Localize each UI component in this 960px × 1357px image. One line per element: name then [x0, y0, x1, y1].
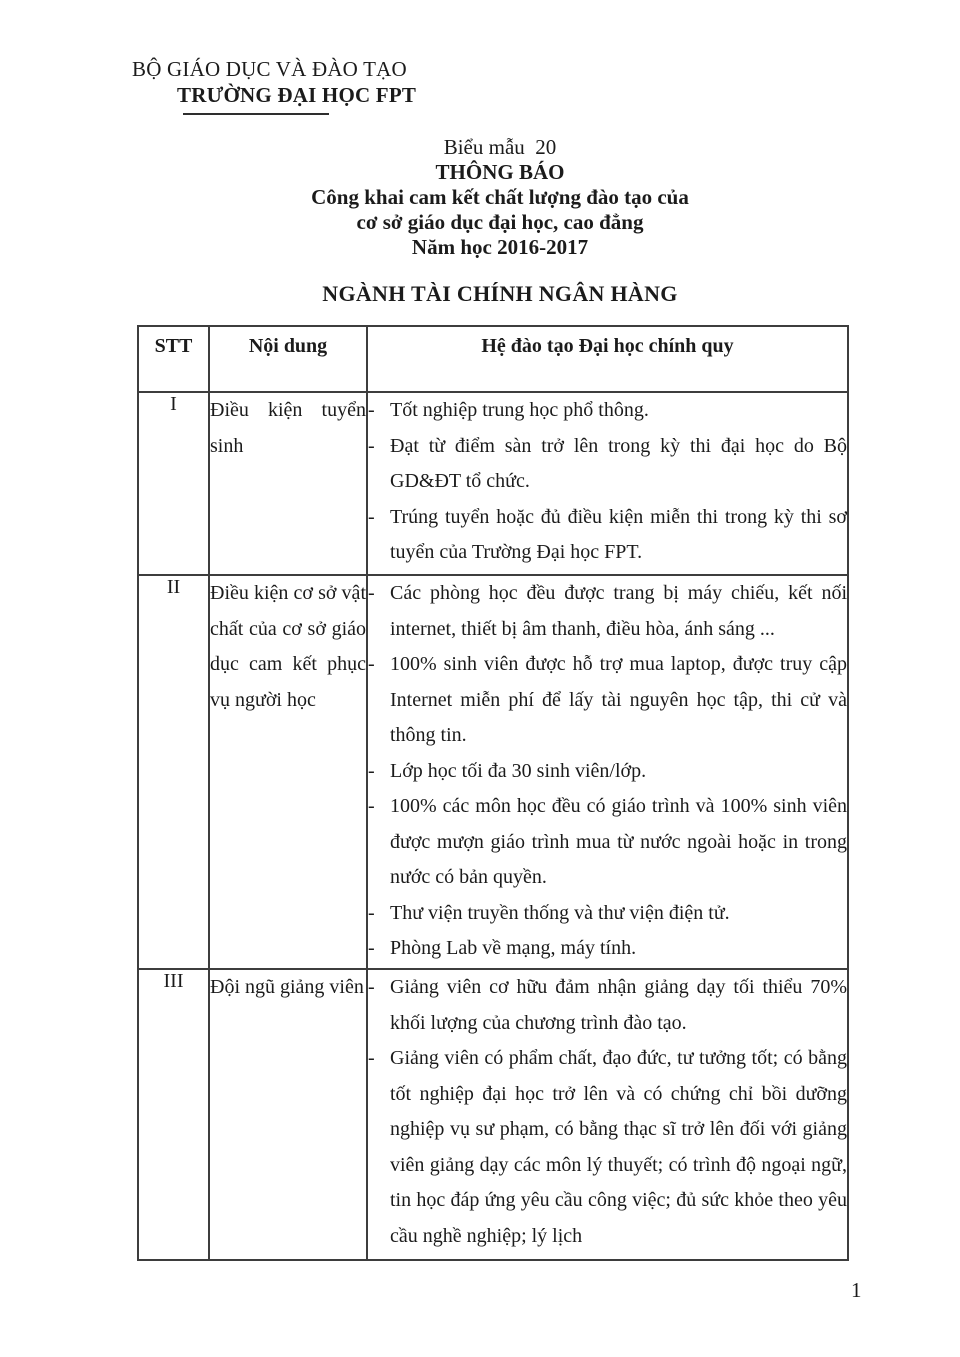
notice-subtitle-1: Công khai cam kết chất lượng đào tạo của: [311, 185, 689, 209]
header-he-dao-tao: Hệ đào tạo Đại học chính quy: [367, 326, 848, 392]
notice-title: THÔNG BÁO: [435, 160, 565, 184]
dash-marker: -: [368, 901, 375, 924]
table-header-row: [138, 326, 848, 392]
list-item: [368, 896, 847, 932]
dash-marker: -: [368, 1047, 375, 1069]
list-item-text: Đạt từ điểm sàn trở lên trong kỳ thi đại học do Bộ GD&ĐT tổ chức.: [390, 434, 847, 492]
list-item: [368, 970, 847, 1041]
list-item: [368, 789, 847, 896]
table-row: [138, 575, 848, 969]
header-stt: STT: [138, 326, 209, 392]
letterhead-rule: [183, 113, 329, 115]
noi-dung-cell: Điều kiện cơ sở vật chất của cơ sở giáo dục cam kết phục vụ người học: [209, 575, 367, 969]
list-item-text: Giảng viên cơ hữu đảm nhận giảng dạy tối thiểu 70% khối lượng của chương trình đào tạo.: [390, 976, 847, 1034]
dash-marker: -: [368, 582, 375, 604]
list-item: [368, 576, 847, 647]
commitment-table: [137, 325, 849, 1261]
dash-marker: -: [368, 759, 375, 782]
list-item: [368, 500, 847, 571]
dash-marker: -: [368, 976, 375, 998]
header-noi-dung: Nội dung: [209, 326, 367, 392]
list-item-text: Giảng viên có phẩm chất, đạo đức, tư tưởng tốt; có bằng tốt nghiệp đại học trở lên và có chứng chỉ bồi dưỡng nghiệp vụ sư phạm, có bằng thạc sĩ trở lên đối với giảng viên giảng dạy các môn lý thuyết; có trình độ ngoại ngữ, tin học đáp ứng yêu cầu công việc; đủ sức khỏe theo yêu cầu nghề nghiệp; lý lịch: [390, 1047, 847, 1247]
notice-subtitle-2: cơ sở giáo dục đại học, cao đẳng: [356, 210, 644, 234]
list-item-text: Các phòng học đều được trang bị máy chiếu, kết nối internet, thiết bị âm thanh, điều hòa, ánh sáng ...: [390, 582, 847, 640]
dash-marker: -: [368, 505, 375, 528]
list-item: [368, 429, 847, 500]
list-item-text: Thư viện truyền thống và thư viện điện tử.: [390, 901, 730, 924]
list-item: [368, 393, 847, 429]
list-item: [368, 931, 847, 967]
page-number: 1: [851, 1278, 862, 1302]
form-label: Biểu mẫu 20: [443, 135, 557, 159]
list-item-text: Phòng Lab về mạng, máy tính.: [390, 937, 637, 959]
list-item-text: Lớp học tối đa 30 sinh viên/lớp.: [390, 759, 647, 782]
academic-year: Năm học 2016-2017: [411, 235, 589, 259]
title-block: [138, 135, 862, 260]
list-item: [368, 1041, 847, 1254]
dash-marker: -: [368, 795, 375, 817]
table-row: [138, 969, 848, 1260]
noi-dung-cell: Đội ngũ giảng viên: [209, 969, 367, 1260]
dash-marker: -: [368, 434, 375, 457]
dash-marker: -: [368, 653, 375, 675]
list-item-text: 100% sinh viên được hỗ trợ mua laptop, được truy cập Internet miễn phí để lấy tài nguyên học tập, thi cử và thông tin.: [390, 653, 847, 746]
list-item: [368, 647, 847, 754]
stt-cell: III: [138, 969, 209, 1260]
list-item-text: Tốt nghiệp trung học phổ thông.: [390, 399, 649, 421]
stt-cell: II: [138, 575, 209, 969]
school-name: TRƯỜNG ĐẠI HỌC FPT: [177, 83, 417, 107]
content-cell: [367, 969, 848, 1260]
list-item-text: 100% các môn học đều có giáo trình và 100% sinh viên được mượn giáo trình mua từ nước ngoài hoặc in trong nước có bản quyền.: [390, 795, 847, 888]
noi-dung-cell: Điều kiện tuyển sinh: [209, 392, 367, 575]
table-row: [138, 392, 848, 575]
letterhead: [132, 56, 416, 115]
ministry-name: BỘ GIÁO DỤC VÀ ĐÀO TẠO: [132, 57, 407, 81]
stt-cell: I: [138, 392, 209, 575]
major-title: NGÀNH TÀI CHÍNH NGÂN HÀNG: [322, 281, 678, 306]
list-item-text: Trúng tuyển hoặc đủ điều kiện miễn thi trong kỳ thi sơ tuyển của Trường Đại học FPT.: [390, 505, 847, 563]
content-cell: [367, 575, 848, 969]
dash-marker: -: [368, 937, 375, 959]
dash-marker: -: [368, 399, 375, 421]
content-cell: [367, 392, 848, 575]
list-item: [368, 754, 847, 790]
